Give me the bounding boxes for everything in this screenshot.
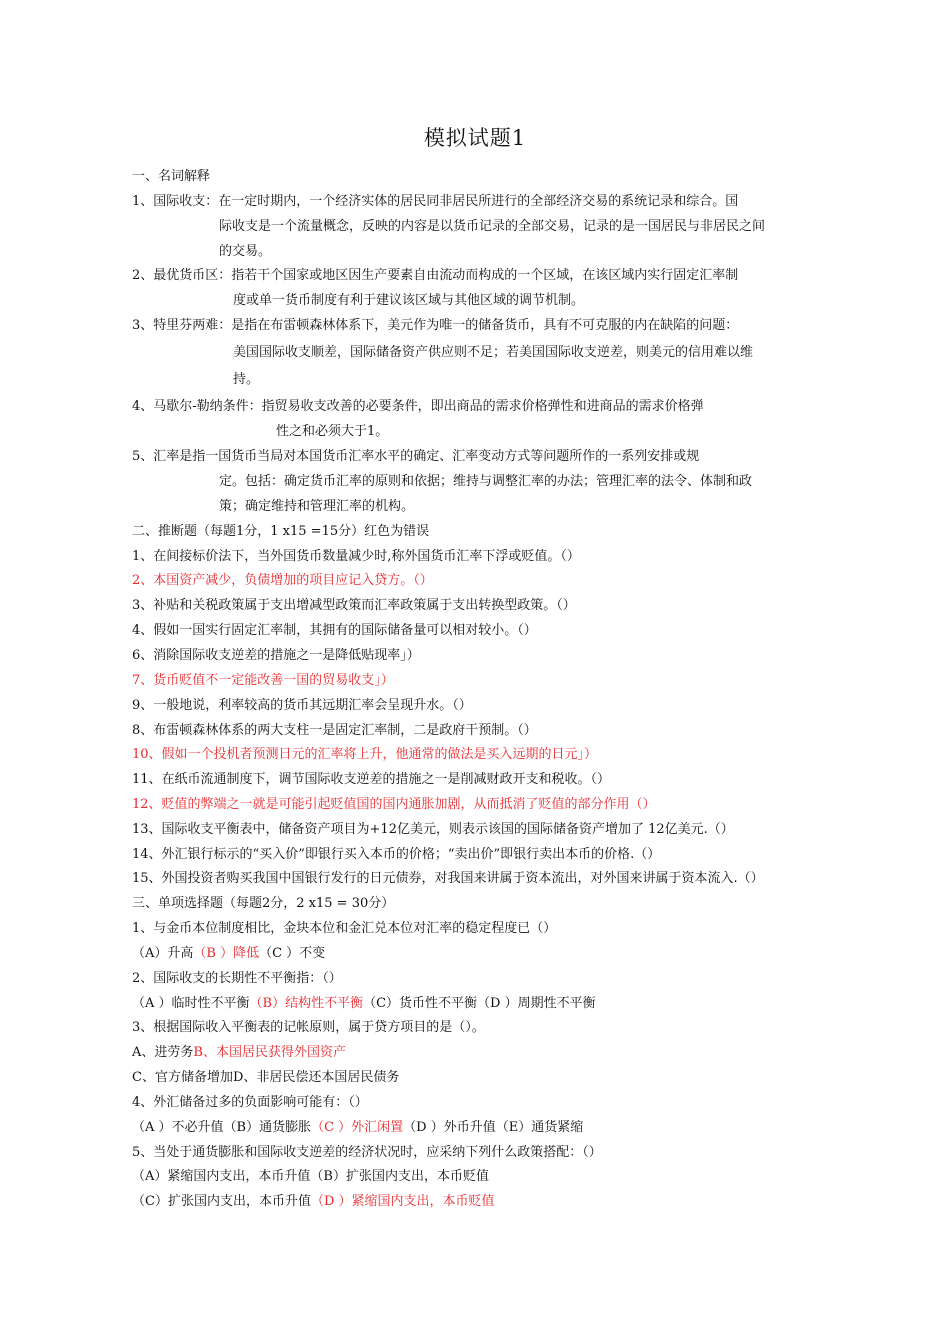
- question-stem: 1、与金币本位制度相比，金块本位和金汇兑本位对汇率的稳定程度已（）: [132, 921, 557, 936]
- judgement-item: 13、国际收支平衡表中，储备资产项目为+12亿美元，则表示该国的国际储备资产增加了 12亿美元.（）: [132, 822, 734, 837]
- question-options: [132, 1120, 583, 1136]
- judgement-item: 6、消除国际收支逆差的措施之一是降低贴现率」）: [132, 648, 420, 663]
- option-d-answer: （D ）紧缩国内支出，本币贬值: [310, 1194, 495, 1209]
- judgement-item-wrong: 2、本国资产减少，负债增加的项目应记入贷方。（）: [132, 573, 433, 588]
- definition-line: 策；确定维持和管理汇率的机构。: [219, 499, 415, 514]
- question-options: [132, 1045, 346, 1061]
- option-cd: （C）货币性不平衡（D ）周期性不平衡: [363, 996, 596, 1011]
- question-stem: 5、当处于通货膨胀和国际收支逆差的经济状况时，应采纳下列什么政策搭配：（）: [132, 1145, 602, 1160]
- definition-line: 1、国际收支：在一定时期内，一个经济实体的居民同非居民所进行的全部经济交易的系统记录和综合。国: [132, 194, 739, 209]
- definition-line: 定。包括：确定货币汇率的原则和依据；维持与调整汇率的办法；管理汇率的法令、体制和政: [219, 474, 753, 489]
- judgement-item: 9、一般地说，利率较高的货币其远期汇率会呈现升水。（）: [132, 698, 472, 713]
- judgement-item: 11、在纸币流通制度下，调节国际收支逆差的措施之一是削减财政开支和税收。（）: [132, 772, 611, 787]
- page-title: 模拟试题1: [423, 126, 527, 150]
- definition-line: 性之和必须大于1。: [276, 424, 389, 439]
- definition-line: 2、最优货币区：指若干个国家或地区因生产要素自由流动而构成的一个区域，在该区域内实行固定汇率制: [132, 268, 739, 283]
- option-b-answer: （B ）降低: [193, 946, 260, 961]
- option-de: （D ）外币升值（E）通货紧缩: [403, 1120, 584, 1135]
- judgement-item: 1、在间接标价法下，当外国货币数量减少时,称外国货币汇率下浮或贬值。（）: [132, 549, 580, 564]
- question-options: [132, 1194, 495, 1210]
- option-a: （A ）临时性不平衡: [132, 996, 250, 1011]
- judgement-item: 4、假如一国实行固定汇率制，其拥有的国际储备量可以相对较小。（）: [132, 623, 537, 638]
- option-a: （A）升高: [132, 946, 194, 961]
- definition-line: 3、特里芬两难：是指在布雷顿森林体系下，美元作为唯一的储备货币，具有不可克服的内在缺陷的问题：: [132, 318, 739, 333]
- question-options: （A）紧缩国内支出，本币升值（B）扩张国内支出，本币贬值: [132, 1169, 489, 1184]
- option-c: （C ）不变: [259, 946, 326, 961]
- option-b-answer: （B）结构性不平衡: [249, 996, 364, 1011]
- judgement-item: 15、外国投资者购买我国中国银行发行的日元债券，对我国来讲属于资本流出，对外国来讲属于资本流入.（）: [132, 871, 764, 886]
- question-options: [132, 996, 596, 1012]
- question-stem: 4、外汇储备过多的负面影响可能有：（）: [132, 1095, 368, 1110]
- definition-line: 持。: [233, 372, 260, 387]
- section-heading-definitions: 一、名词解释: [132, 169, 211, 184]
- definition-line: 的交易。: [219, 244, 272, 259]
- definition-line: 4、马歇尔-勒纳条件：指贸易收支改善的必要条件，即出商品的需求价格弹性和进商品的需求价格弹: [132, 399, 704, 414]
- section-heading-choice: 三、单项选择题（每题2分，2 x15 = 30分）: [132, 896, 395, 911]
- option-ab: （A ）不必升值（B）通货膨胀: [132, 1120, 312, 1135]
- option-c: （C）扩张国内支出，本币升值: [132, 1194, 311, 1209]
- definition-line: 5、汇率是指一国货币当局对本国货币汇率水平的确定、汇率变动方式等问题所作的一系列安排或规: [132, 449, 700, 464]
- judgement-item: 14、外汇银行标示的“买入价”即银行买入本币的价格；“卖出价”即银行卖出本币的价格.（）: [132, 847, 661, 862]
- judgement-item: 8、布雷顿森林体系的两大支柱一是固定汇率制，二是政府干预制。（）: [132, 723, 537, 738]
- judgement-item: 3、补贴和关税政策属于支出增减型政策而汇率政策属于支出转换型政策。（）: [132, 598, 576, 613]
- option-b-answer: B、本国居民获得外国资产: [193, 1045, 346, 1060]
- judgement-item-wrong: 12、贬值的弊端之一就是可能引起贬值国的国内通胀加剧，从而抵消了贬值的部分作用（）: [132, 797, 656, 812]
- definition-line: 美国国际收支顺差，国际储备资产供应则不足；若美国国际收支逆差，则美元的信用难以维: [233, 345, 754, 360]
- judgement-item-wrong: 10、假如一个投机者预测日元的汇率将上升，他通常的做法是买入远期的日元」）: [132, 747, 598, 762]
- definition-line: 际收支是一个流量概念，反映的内容是以货币记录的全部交易，记录的是一国居民与非居民之间: [219, 219, 766, 234]
- question-options: [132, 946, 325, 962]
- judgement-item-wrong: 7、货币贬值不一定能改善一国的贸易收支」）: [132, 673, 394, 688]
- definition-line: 度或单一货币制度有利于建议该区域与其他区域的调节机制。: [233, 293, 585, 308]
- section-heading-judgement: 二、推断题（每题1分，1 x15 =15分）红色为错误: [132, 524, 430, 539]
- option-c-answer: （C ）外汇闲置: [311, 1120, 404, 1135]
- question-stem: 3、根据国际收入平衡表的记帐原则，属于贷方项目的是（）。: [132, 1020, 485, 1035]
- question-stem: 2、国际收支的长期性不平衡指：（）: [132, 971, 342, 986]
- option-a: A、进劳务: [132, 1045, 194, 1060]
- question-options: C、官方储备增加D、非居民偿还本国居民债务: [132, 1070, 400, 1085]
